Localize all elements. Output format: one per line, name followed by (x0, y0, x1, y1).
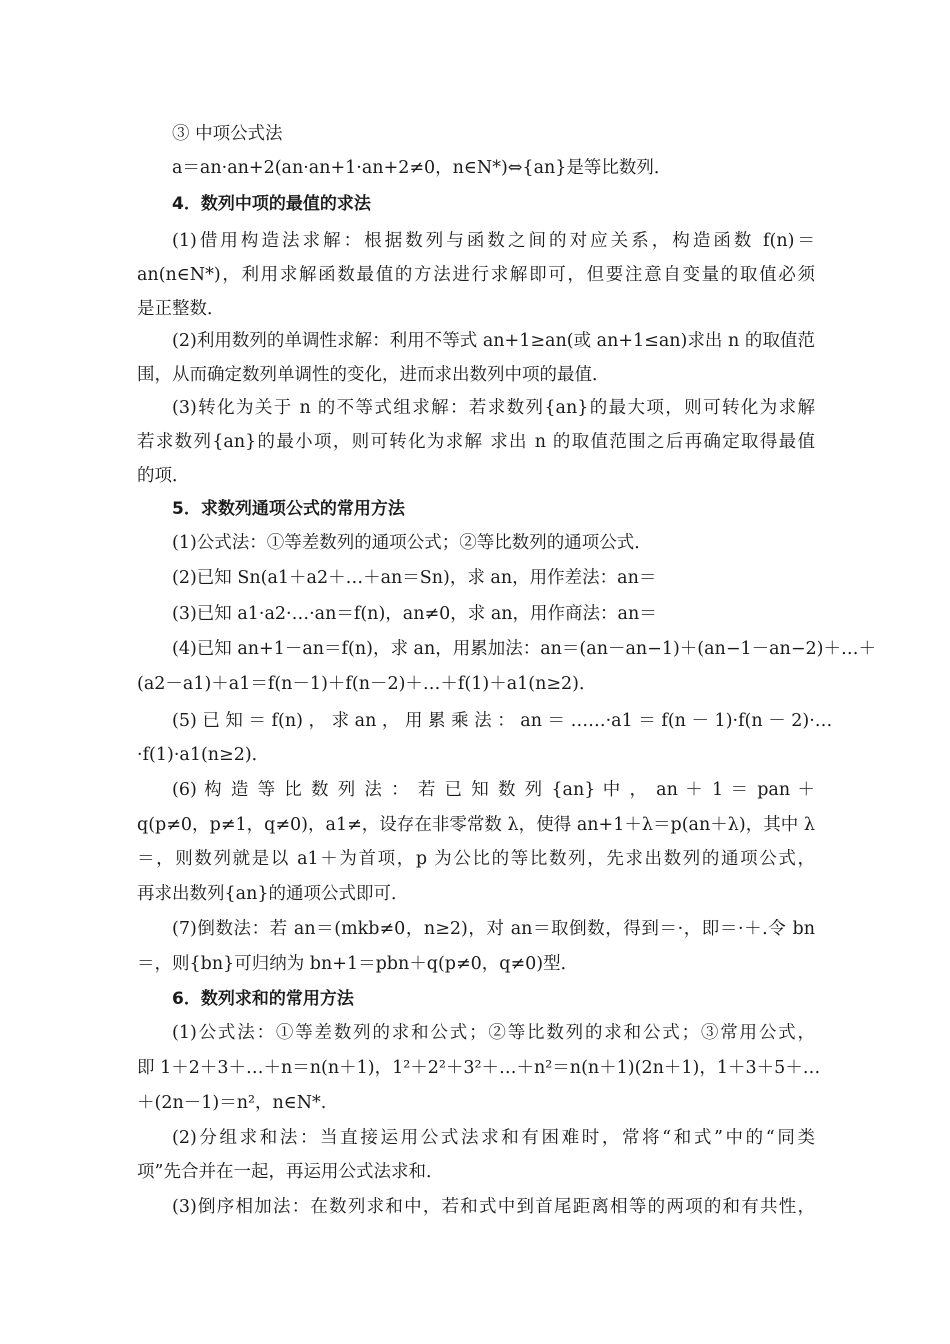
text-line: 再求出数列{an}的通项公式即可． (137, 884, 409, 904)
text-line: (2)利用数列的单调性求解：利用不等式 an+1≥an(或 an+1≤an)求出 n 的取值范 (172, 331, 815, 351)
text-line: 若求数列{an}的最小项，则可转化为求解 求出 n 的取值范围之后再确定取得最值 (137, 432, 815, 452)
text-line: ＝，则数列就是以 a1＋为首项，p 为公比的等比数列，先求出数列的通项公式， (137, 849, 815, 869)
text-line: (1)借用构造法求解：根据数列与函数之间的对应关系，构造函数 f(n)＝ (172, 231, 815, 251)
text-line: an(n∈N*)，利用求解函数最值的方法进行求解即可，但要注意自变量的取值必须 (137, 265, 815, 285)
text-line: 围，从而确定数列单调性的变化，进而求出数列中项的最值． (137, 365, 610, 385)
section-heading: 4．数列中项的最值的求法 (172, 194, 371, 214)
text-line: (7)倒数法：若 an＝(mkb≠0，n≥2)，对 an＝取倒数，得到＝·，即＝·＋.令 bn (172, 919, 815, 939)
text-line: (2)已知 Sn(a1＋a2＋…＋an＝Sn)，求 an，用作差法：an＝ (172, 568, 657, 588)
text-line: (6) 构 造 等 比 数 列 法 ： 若 已 知 数 列 {an} 中 ， an ＋ 1 ＝ pan ＋ (172, 780, 815, 800)
text-line: ＋(2n－1)＝n²，n∈N*. (137, 1093, 327, 1113)
section-heading: 5．求数列通项公式的常用方法 (172, 499, 405, 519)
text-line: (2)分组求和法：当直接运用公式法求和有困难时，常将“和式”中的“同类 (172, 1128, 815, 1148)
section-heading: 6．数列求和的常用方法 (172, 989, 354, 1009)
text-line: (3)倒序相加法：在数列求和中，若和式中到首尾距离相等的两项的和有共性， (172, 1197, 815, 1217)
text-line: ③ 中项公式法 (172, 124, 283, 144)
text-line: 的项． (137, 466, 190, 486)
text-line: 是正整数． (137, 299, 225, 319)
text-line: ·f(1)·a1(n≥2)． (137, 745, 270, 765)
text-line: (a2－a1)＋a1＝f(n－1)＋f(n－2)＋…＋f(1)＋a1(n≥2)． (137, 674, 597, 694)
text-line: 即 1＋2＋3＋…＋n＝n(n＋1)，1²＋2²＋3²＋…＋n²＝n(n＋1)(2n＋1)，1＋3＋5＋… (137, 1058, 821, 1078)
text-line: q(p≠0，p≠1，q≠0)，a1≠，设存在非零常数 λ，使得 an+1＋λ＝p(an＋λ)，其中 λ (137, 815, 815, 835)
text-line: (3)转化为关于 n 的不等式组求解：若求数列{an}的最大项，则可转化为求解 (172, 398, 815, 418)
text-line: (3)已知 a1·a2·…·an＝f(n)，an≠0，求 an，用作商法：an＝ (172, 604, 657, 624)
text-line: ＝，则{bn}可归纳为 bn+1＝pbn＋q(p≠0，q≠0)型． (137, 954, 579, 974)
text-line: 项”先合并在一起，再运用公式法求和． (137, 1162, 444, 1182)
text-line: (5) 已 知 ＝ f(n) ， 求 an ， 用 累 乘 法 ： an ＝ ……·a1 ＝ f(n － 1)·f(n － 2)·… (172, 711, 833, 731)
text-line: (1)公式法：①等差数列的通项公式；②等比数列的通项公式． (172, 533, 652, 553)
text-line: (4)已知 an+1－an＝f(n)，求 an，用累加法：an＝(an－an−1)＋(an−1－an−2)＋…＋ (172, 639, 876, 659)
text-line: (1)公式法：①等差数列的求和公式；②等比数列的求和公式；③常用公式， (172, 1023, 815, 1043)
text-line: a＝an·an+2(an·an+1·an+2≠0，n∈N*)⇔{an}是等比数列． (172, 158, 672, 178)
